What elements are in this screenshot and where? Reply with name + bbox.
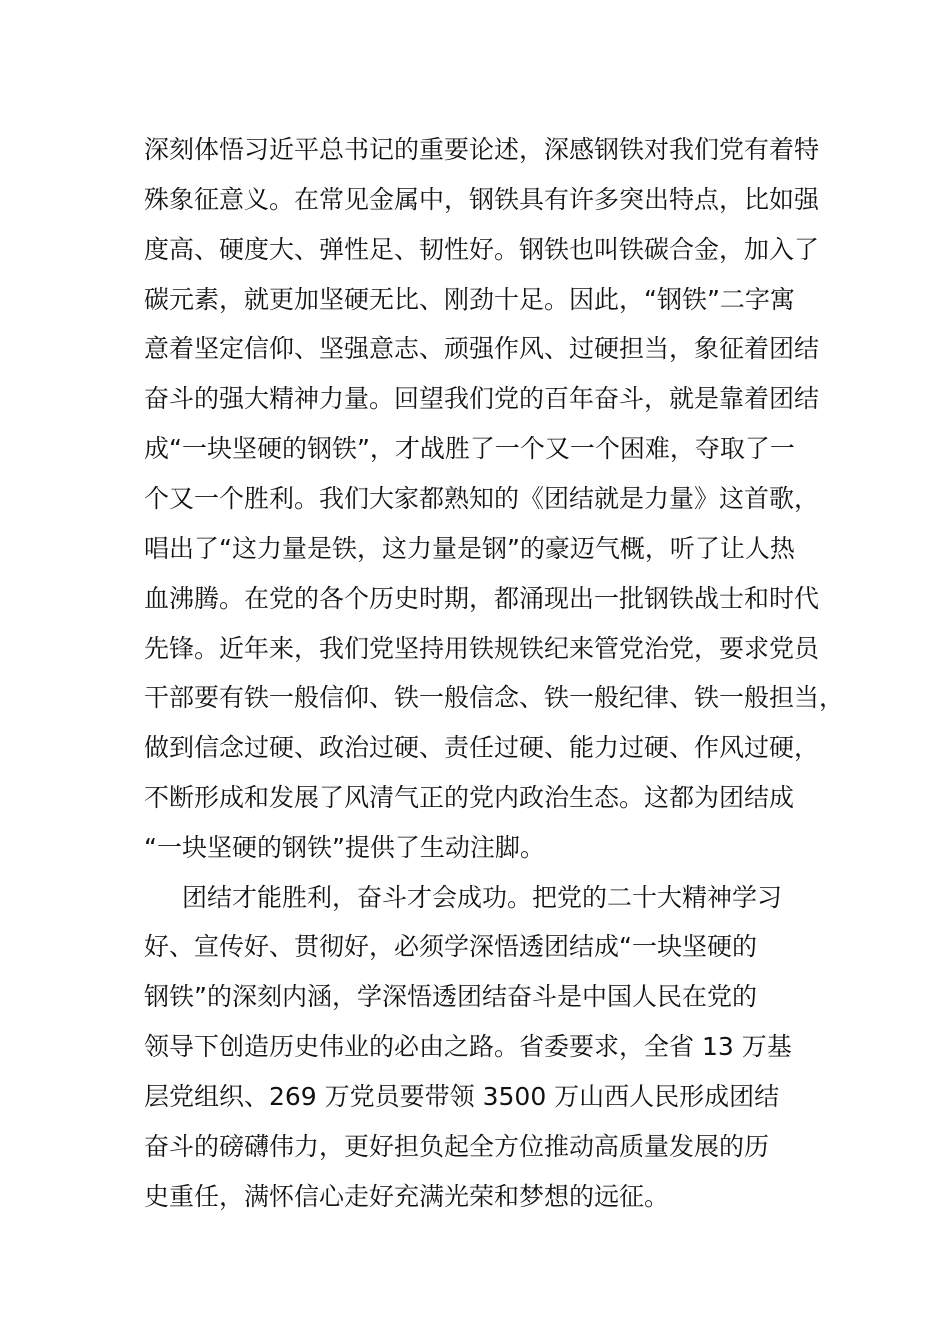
text-line: 钢铁”的深刻内涵，学深悟透团结奋斗是中国人民在党的: [144, 982, 757, 1011]
text-line: 不断形成和发展了风清气正的党内政治生态。这都为团结成: [144, 783, 795, 812]
text-line: “一块坚硬的钢铁”提供了生动注脚。: [144, 833, 545, 862]
text-line: 层党组织、269 万党员要带领 3500 万山西人民形成团结: [144, 1082, 780, 1111]
text-line: 个又一个胜利。我们大家都熟知的《团结就是力量》这首歌，: [144, 484, 820, 513]
text-line: 唱出了“这力量是铁，这力量是钢”的豪迈气概，听了让人热: [144, 534, 795, 563]
text-line: 好、宣传好、贯彻好，必须学深悟透团结成“一块坚硬的: [144, 932, 757, 961]
text-line: 先锋。近年来，我们党坚持用铁规铁纪来管党治党，要求党员: [144, 634, 820, 663]
text-line: 奋斗的磅礴伟力，更好担负起全方位推动高质量发展的历: [144, 1132, 770, 1161]
text-line: 意着坚定信仰、坚强意志、顽强作风、过硬担当，象征着团结: [144, 334, 820, 363]
text-line: 做到信念过硬、政治过硬、责任过硬、能力过硬、作风过硬，: [144, 733, 820, 762]
text-line: 碳元素，就更加坚硬无比、刚劲十足。因此，“钢铁”二字寓: [144, 285, 795, 314]
text-line: 领导下创造历史伟业的必由之路。省委要求，全省 13 万基: [144, 1032, 792, 1061]
text-line: 史重任，满怀信心走好充满光荣和梦想的远征。: [144, 1182, 670, 1211]
text-line: 团结才能胜利，奋斗才会成功。把党的二十大精神学习: [182, 883, 783, 912]
text-line: 殊象征意义。在常见金属中，钢铁具有许多突出特点，比如强: [144, 185, 820, 214]
text-line: 血沸腾。在党的各个历史时期，都涌现出一批钢铁战士和时代: [144, 584, 820, 613]
text-line: 干部要有铁一般信仰、铁一般信念、铁一般纪律、铁一般担当，: [144, 683, 845, 712]
text-line: 成“一块坚硬的钢铁”，才战胜了一个又一个困难，夺取了一: [144, 434, 795, 463]
text-line: 深刻体悟习近平总书记的重要论述，深感钢铁对我们党有着特: [144, 135, 820, 164]
text-line: 度高、硬度大、弹性足、韧性好。钢铁也叫铁碳合金，加入了: [144, 235, 820, 264]
text-line: 奋斗的强大精神力量。回望我们党的百年奋斗，就是靠着团结: [144, 384, 820, 413]
